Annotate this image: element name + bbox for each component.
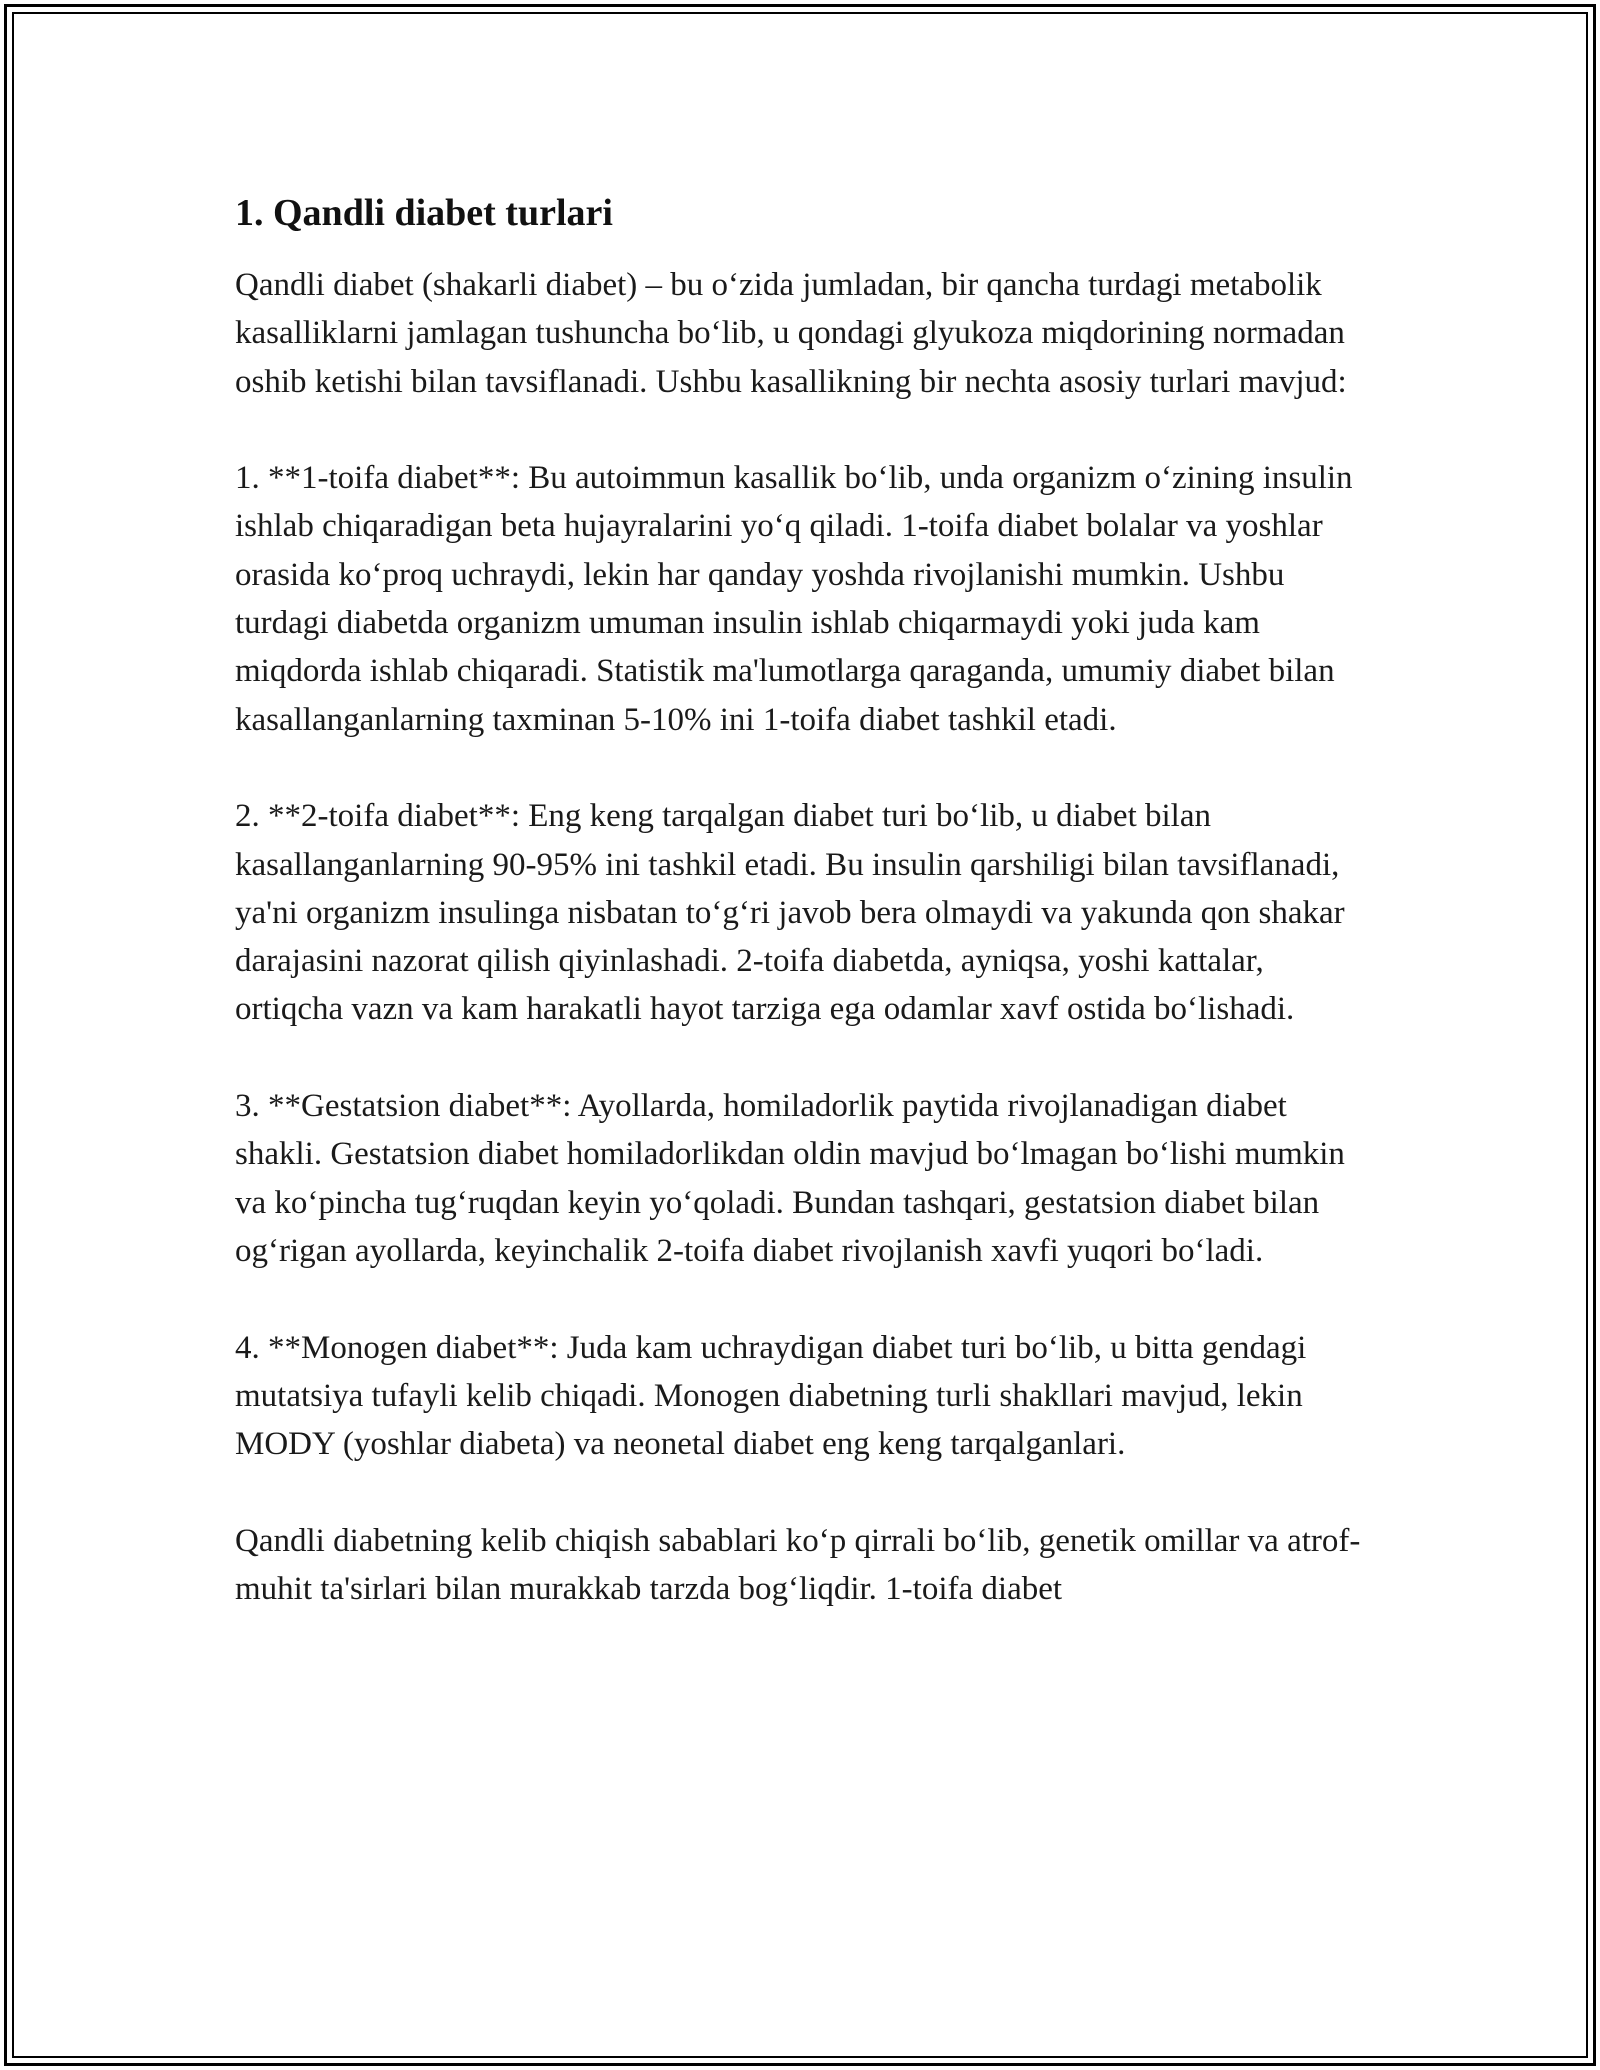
gestational-paragraph: 3. **Gestatsion diabet**: Ayollarda, homiladorlik paytida rivojlanadigan diabet shakli. Gestatsion diabet homiladorlikdan oldin mavjud bo‘lmagan bo‘lishi mumkin va ko‘pincha tug‘ruqdan keyin yo‘qoladi. Bundan tashqari, gestatsion diabet bilan og‘rigan ayollarda, keyinchalik 2-toifa diabet rivojlanish xavfi yuqori bo‘ladi. bbox=[235, 1088, 1345, 1269]
causes-paragraph: Qandli diabetning kelib chiqish sabablari ko‘p qirrali bo‘lib, genetik omillar va atrof-muhit ta'sirlari bilan murakkab tarzda bog‘liqdir. 1-toifa diabet bbox=[235, 1522, 1361, 1608]
section-heading: 1. Qandli diabet turlari bbox=[235, 192, 613, 234]
intro-paragraph: Qandli diabet (shakarli diabet) – bu o‘zida jumladan, bir qancha turdagi metabolik kasalliklarni jamlagan tushuncha bo‘lib, u qondagi glyukoza miqdorining normadan oshib ketishi bilan tavsiflanadi. Ushbu kasallikning bir nechta asosiy turlari mavjud: bbox=[235, 267, 1347, 400]
type1-paragraph: 1. **1-toifa diabet**: Bu autoimmun kasallik bo‘lib, unda organizm o‘zining insulin ishlab chiqaradigan beta hujayralarini yo‘q qiladi. 1-toifa diabet bolalar va yoshlar orasida ko‘proq uchraydi, lekin har qanday yoshda rivojlanishi mumkin. Ushbu turdagi diabetda organizm umuman insulin ishlab chiqarmaydi yoki juda kam miqdorda ishlab chiqaradi. Statistik ma'lumotlarga qaraganda, umumiy diabet bilan kasallanganlarning taxminan 5-10% ini 1-toifa diabet tashkil etadi. bbox=[235, 460, 1353, 738]
monogenic-paragraph: 4. **Monogen diabet**: Juda kam uchraydigan diabet turi bo‘lib, u bitta gendagi mutatsiya tufayli kelib chiqadi. Monogen diabetning turli shakllari mavjud, lekin MODY (yoshlar diabeta) va neonetal diabet eng keng tarqalganlari. bbox=[235, 1329, 1307, 1463]
document-body bbox=[235, 185, 1365, 1613]
type2-paragraph: 2. **2-toifa diabet**: Eng keng tarqalgan diabet turi bo‘lib, u diabet bilan kasallanganlarning 90-95% ini tashkil etadi. Bu insulin qarshiligi bilan tavsiflanadi, ya'ni organizm insulinga nisbatan to‘g‘ri javob bera olmaydi va yakunda qon shakar darajasini nazorat qilish qiyinlashadi. 2-toifa diabetda, ayniqsa, yoshi kattalar, ortiqcha vazn va kam harakatli hayot tarziga ega odamlar xavf ostida bo‘lishadi. bbox=[235, 798, 1345, 1028]
